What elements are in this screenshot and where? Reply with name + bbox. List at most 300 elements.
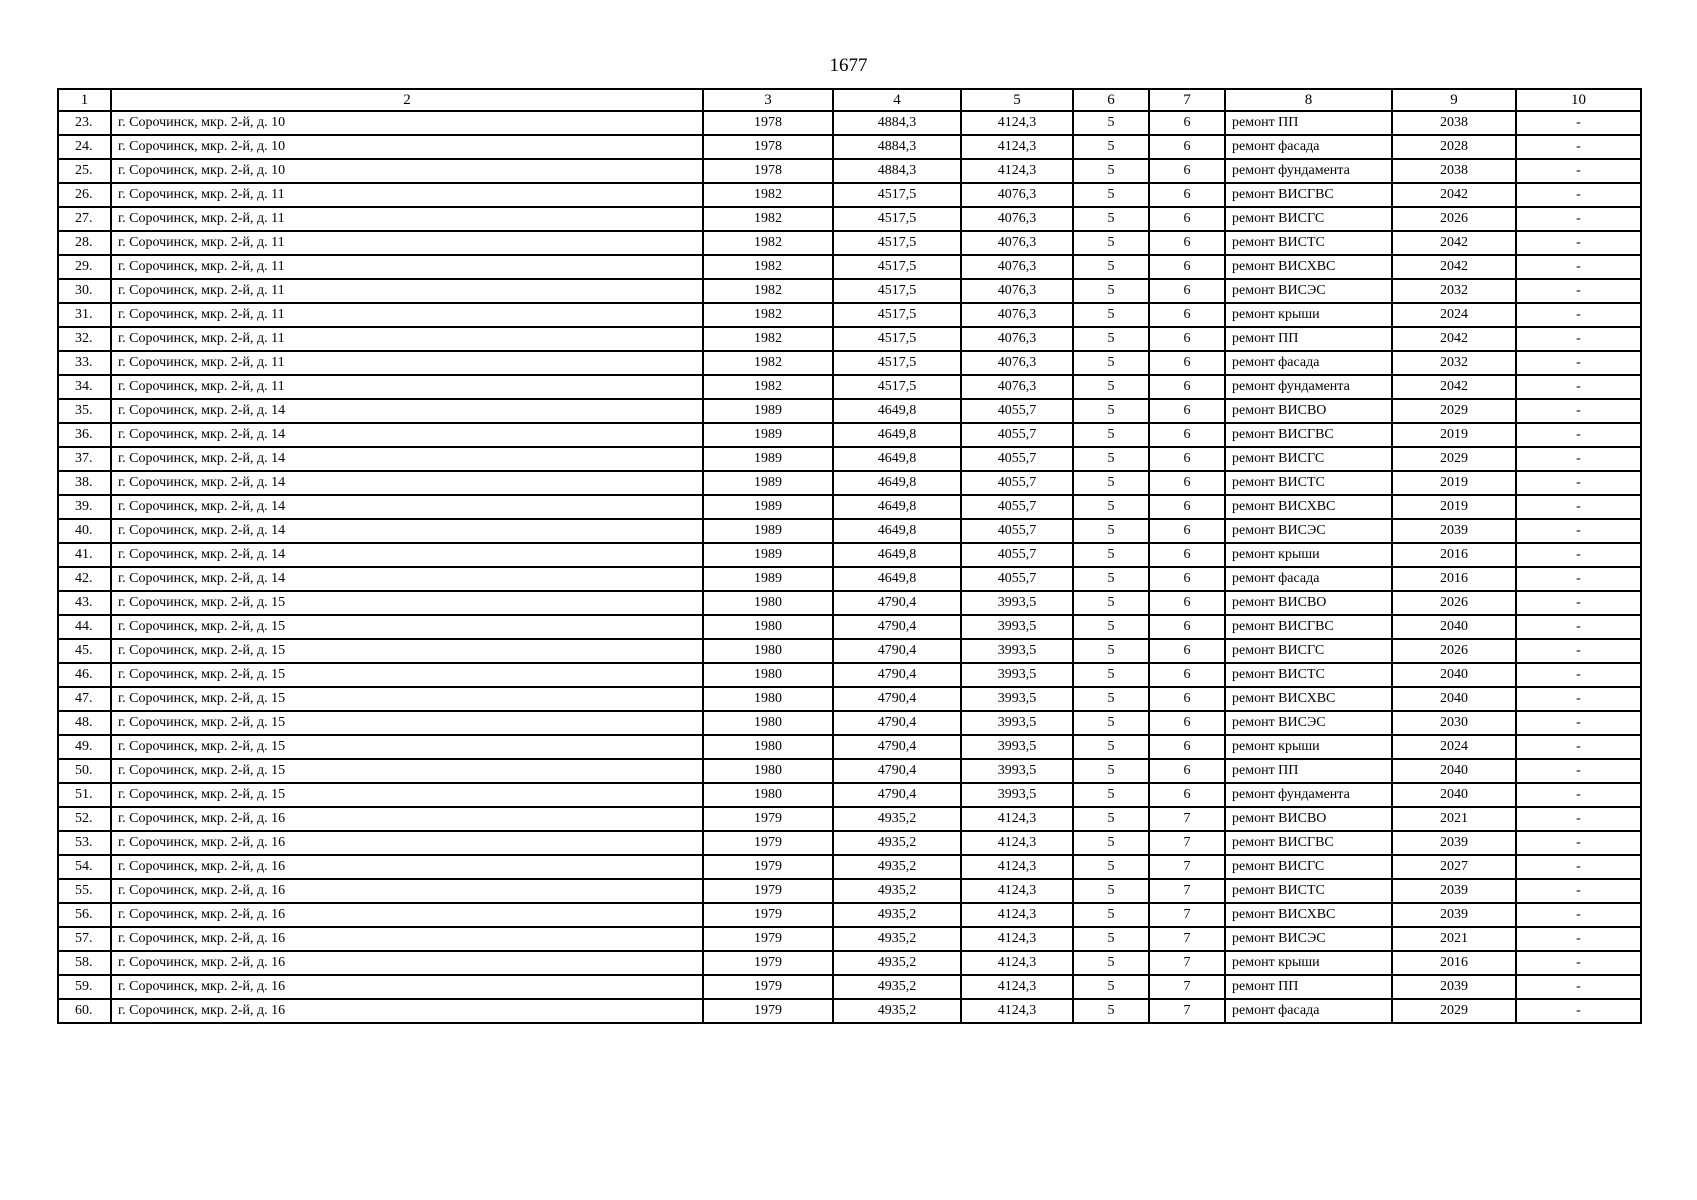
cell-row-number: 36. [58, 423, 111, 447]
cell-note: - [1516, 783, 1641, 807]
cell-address: г. Сорочинск, мкр. 2-й, д. 15 [111, 639, 703, 663]
cell-total-area: 4935,2 [833, 903, 961, 927]
table-row [58, 615, 1641, 639]
cell-note: - [1516, 591, 1641, 615]
cell-address: г. Сорочинск, мкр. 2-й, д. 15 [111, 783, 703, 807]
cell-planned-year: 2042 [1392, 327, 1516, 351]
cell-floors: 5 [1073, 399, 1149, 423]
cell-note: - [1516, 807, 1641, 831]
table-row [58, 927, 1641, 951]
cell-work-type: ремонт ВИСХВС [1225, 495, 1392, 519]
cell-planned-year: 2021 [1392, 807, 1516, 831]
cell-living-area: 4055,7 [961, 495, 1073, 519]
cell-row-number: 26. [58, 183, 111, 207]
cell-address: г. Сорочинск, мкр. 2-й, д. 14 [111, 495, 703, 519]
cell-total-area: 4790,4 [833, 687, 961, 711]
cell-work-type: ремонт фасада [1225, 999, 1392, 1023]
cell-entrances: 6 [1149, 711, 1225, 735]
cell-total-area: 4790,4 [833, 783, 961, 807]
table-row [58, 279, 1641, 303]
cell-living-area: 4055,7 [961, 471, 1073, 495]
cell-living-area: 3993,5 [961, 783, 1073, 807]
cell-note: - [1516, 231, 1641, 255]
cell-note: - [1516, 327, 1641, 351]
cell-entrances: 6 [1149, 687, 1225, 711]
cell-note: - [1516, 567, 1641, 591]
cell-floors: 5 [1073, 735, 1149, 759]
cell-floors: 5 [1073, 807, 1149, 831]
cell-row-number: 37. [58, 447, 111, 471]
cell-address: г. Сорочинск, мкр. 2-й, д. 14 [111, 543, 703, 567]
cell-entrances: 6 [1149, 735, 1225, 759]
cell-note: - [1516, 855, 1641, 879]
cell-floors: 5 [1073, 903, 1149, 927]
cell-note: - [1516, 615, 1641, 639]
cell-year-built: 1979 [703, 855, 833, 879]
cell-note: - [1516, 951, 1641, 975]
cell-living-area: 4055,7 [961, 543, 1073, 567]
cell-planned-year: 2029 [1392, 999, 1516, 1023]
cell-address: г. Сорочинск, мкр. 2-й, д. 16 [111, 879, 703, 903]
cell-floors: 5 [1073, 471, 1149, 495]
cell-address: г. Сорочинск, мкр. 2-й, д. 16 [111, 831, 703, 855]
cell-planned-year: 2038 [1392, 111, 1516, 135]
cell-planned-year: 2040 [1392, 687, 1516, 711]
cell-row-number: 28. [58, 231, 111, 255]
table-row [58, 831, 1641, 855]
cell-year-built: 1989 [703, 567, 833, 591]
cell-total-area: 4884,3 [833, 135, 961, 159]
cell-floors: 5 [1073, 879, 1149, 903]
cell-entrances: 6 [1149, 111, 1225, 135]
cell-floors: 5 [1073, 975, 1149, 999]
cell-note: - [1516, 399, 1641, 423]
cell-living-area: 4124,3 [961, 951, 1073, 975]
cell-work-type: ремонт крыши [1225, 735, 1392, 759]
cell-address: г. Сорочинск, мкр. 2-й, д. 14 [111, 423, 703, 447]
cell-year-built: 1980 [703, 783, 833, 807]
cell-floors: 5 [1073, 759, 1149, 783]
cell-planned-year: 2039 [1392, 903, 1516, 927]
cell-entrances: 6 [1149, 351, 1225, 375]
cell-living-area: 4124,3 [961, 807, 1073, 831]
cell-address: г. Сорочинск, мкр. 2-й, д. 10 [111, 111, 703, 135]
cell-planned-year: 2042 [1392, 183, 1516, 207]
table-row [58, 303, 1641, 327]
cell-work-type: ремонт ВИСГВС [1225, 183, 1392, 207]
cell-note: - [1516, 831, 1641, 855]
cell-floors: 5 [1073, 591, 1149, 615]
table-row [58, 543, 1641, 567]
cell-living-area: 4055,7 [961, 423, 1073, 447]
cell-year-built: 1978 [703, 135, 833, 159]
cell-note: - [1516, 207, 1641, 231]
column-header-2: 2 [111, 89, 703, 111]
table-row [58, 591, 1641, 615]
cell-address: г. Сорочинск, мкр. 2-й, д. 11 [111, 183, 703, 207]
cell-address: г. Сорочинск, мкр. 2-й, д. 14 [111, 447, 703, 471]
cell-work-type: ремонт крыши [1225, 543, 1392, 567]
cell-work-type: ремонт крыши [1225, 303, 1392, 327]
cell-note: - [1516, 903, 1641, 927]
cell-address: г. Сорочинск, мкр. 2-й, д. 11 [111, 207, 703, 231]
cell-planned-year: 2039 [1392, 519, 1516, 543]
cell-work-type: ремонт ВИСХВС [1225, 255, 1392, 279]
table-row [58, 951, 1641, 975]
cell-row-number: 43. [58, 591, 111, 615]
cell-living-area: 3993,5 [961, 687, 1073, 711]
cell-year-built: 1989 [703, 471, 833, 495]
table-row [58, 255, 1641, 279]
cell-year-built: 1982 [703, 183, 833, 207]
cell-address: г. Сорочинск, мкр. 2-й, д. 16 [111, 807, 703, 831]
cell-address: г. Сорочинск, мкр. 2-й, д. 15 [111, 759, 703, 783]
cell-living-area: 4124,3 [961, 975, 1073, 999]
cell-work-type: ремонт ВИСГС [1225, 447, 1392, 471]
cell-entrances: 6 [1149, 663, 1225, 687]
cell-total-area: 4790,4 [833, 591, 961, 615]
cell-planned-year: 2032 [1392, 279, 1516, 303]
table-row [58, 207, 1641, 231]
cell-work-type: ремонт ВИСТС [1225, 663, 1392, 687]
cell-floors: 5 [1073, 999, 1149, 1023]
cell-living-area: 4124,3 [961, 159, 1073, 183]
cell-entrances: 6 [1149, 375, 1225, 399]
cell-entrances: 6 [1149, 303, 1225, 327]
cell-entrances: 6 [1149, 567, 1225, 591]
cell-total-area: 4790,4 [833, 735, 961, 759]
cell-total-area: 4790,4 [833, 639, 961, 663]
table-row [58, 159, 1641, 183]
table-row [58, 879, 1641, 903]
cell-total-area: 4649,8 [833, 543, 961, 567]
header-row [58, 89, 1641, 111]
cell-floors: 5 [1073, 327, 1149, 351]
cell-row-number: 57. [58, 927, 111, 951]
cell-living-area: 4055,7 [961, 447, 1073, 471]
cell-total-area: 4517,5 [833, 375, 961, 399]
cell-work-type: ремонт ВИСГС [1225, 639, 1392, 663]
cell-work-type: ремонт фундамента [1225, 375, 1392, 399]
cell-note: - [1516, 687, 1641, 711]
cell-floors: 5 [1073, 303, 1149, 327]
cell-row-number: 25. [58, 159, 111, 183]
cell-address: г. Сорочинск, мкр. 2-й, д. 10 [111, 135, 703, 159]
cell-living-area: 3993,5 [961, 663, 1073, 687]
cell-year-built: 1982 [703, 231, 833, 255]
cell-total-area: 4790,4 [833, 711, 961, 735]
cell-work-type: ремонт ВИСТС [1225, 471, 1392, 495]
cell-planned-year: 2039 [1392, 879, 1516, 903]
table-row [58, 663, 1641, 687]
cell-row-number: 40. [58, 519, 111, 543]
cell-floors: 5 [1073, 639, 1149, 663]
column-header-5: 5 [961, 89, 1073, 111]
cell-planned-year: 2016 [1392, 951, 1516, 975]
cell-living-area: 4055,7 [961, 567, 1073, 591]
cell-work-type: ремонт ВИСВО [1225, 807, 1392, 831]
cell-address: г. Сорочинск, мкр. 2-й, д. 16 [111, 855, 703, 879]
cell-total-area: 4517,5 [833, 351, 961, 375]
cell-row-number: 47. [58, 687, 111, 711]
cell-row-number: 23. [58, 111, 111, 135]
cell-floors: 5 [1073, 927, 1149, 951]
cell-entrances: 6 [1149, 495, 1225, 519]
cell-address: г. Сорочинск, мкр. 2-й, д. 14 [111, 471, 703, 495]
cell-year-built: 1982 [703, 375, 833, 399]
cell-living-area: 4076,3 [961, 231, 1073, 255]
cell-total-area: 4935,2 [833, 855, 961, 879]
cell-work-type: ремонт ПП [1225, 759, 1392, 783]
table-row [58, 759, 1641, 783]
cell-total-area: 4790,4 [833, 615, 961, 639]
cell-address: г. Сорочинск, мкр. 2-й, д. 16 [111, 999, 703, 1023]
column-header-10: 10 [1516, 89, 1641, 111]
cell-year-built: 1980 [703, 711, 833, 735]
cell-row-number: 48. [58, 711, 111, 735]
table-row [58, 903, 1641, 927]
cell-entrances: 6 [1149, 231, 1225, 255]
cell-entrances: 6 [1149, 327, 1225, 351]
cell-row-number: 42. [58, 567, 111, 591]
table-row [58, 807, 1641, 831]
cell-row-number: 31. [58, 303, 111, 327]
cell-note: - [1516, 111, 1641, 135]
cell-note: - [1516, 495, 1641, 519]
cell-entrances: 6 [1149, 255, 1225, 279]
cell-work-type: ремонт ВИСТС [1225, 879, 1392, 903]
cell-note: - [1516, 375, 1641, 399]
cell-work-type: ремонт ВИСЭС [1225, 519, 1392, 543]
cell-living-area: 3993,5 [961, 591, 1073, 615]
cell-entrances: 6 [1149, 519, 1225, 543]
cell-work-type: ремонт ВИСЭС [1225, 711, 1392, 735]
cell-planned-year: 2028 [1392, 135, 1516, 159]
cell-planned-year: 2029 [1392, 447, 1516, 471]
cell-row-number: 60. [58, 999, 111, 1023]
cell-address: г. Сорочинск, мкр. 2-й, д. 16 [111, 903, 703, 927]
cell-living-area: 3993,5 [961, 735, 1073, 759]
cell-total-area: 4649,8 [833, 471, 961, 495]
cell-entrances: 7 [1149, 831, 1225, 855]
cell-total-area: 4649,8 [833, 399, 961, 423]
cell-address: г. Сорочинск, мкр. 2-й, д. 14 [111, 519, 703, 543]
cell-work-type: ремонт ВИСВО [1225, 399, 1392, 423]
cell-year-built: 1979 [703, 879, 833, 903]
cell-entrances: 7 [1149, 879, 1225, 903]
cell-total-area: 4884,3 [833, 159, 961, 183]
cell-address: г. Сорочинск, мкр. 2-й, д. 15 [111, 735, 703, 759]
cell-address: г. Сорочинск, мкр. 2-й, д. 16 [111, 951, 703, 975]
table-row [58, 735, 1641, 759]
cell-total-area: 4649,8 [833, 447, 961, 471]
cell-entrances: 6 [1149, 207, 1225, 231]
cell-living-area: 4124,3 [961, 903, 1073, 927]
cell-entrances: 6 [1149, 471, 1225, 495]
cell-living-area: 4124,3 [961, 135, 1073, 159]
cell-planned-year: 2026 [1392, 207, 1516, 231]
cell-entrances: 6 [1149, 399, 1225, 423]
cell-row-number: 45. [58, 639, 111, 663]
cell-address: г. Сорочинск, мкр. 2-й, д. 11 [111, 279, 703, 303]
cell-work-type: ремонт ВИСТС [1225, 231, 1392, 255]
cell-year-built: 1978 [703, 111, 833, 135]
cell-floors: 5 [1073, 687, 1149, 711]
cell-note: - [1516, 447, 1641, 471]
cell-living-area: 4076,3 [961, 207, 1073, 231]
cell-year-built: 1980 [703, 591, 833, 615]
cell-floors: 5 [1073, 855, 1149, 879]
column-header-7: 7 [1149, 89, 1225, 111]
cell-total-area: 4649,8 [833, 519, 961, 543]
cell-living-area: 4124,3 [961, 855, 1073, 879]
table-row [58, 975, 1641, 999]
cell-floors: 5 [1073, 111, 1149, 135]
cell-planned-year: 2026 [1392, 639, 1516, 663]
column-header-1: 1 [58, 89, 111, 111]
cell-planned-year: 2016 [1392, 567, 1516, 591]
cell-planned-year: 2042 [1392, 255, 1516, 279]
cell-year-built: 1980 [703, 639, 833, 663]
table-row [58, 375, 1641, 399]
cell-living-area: 4124,3 [961, 111, 1073, 135]
cell-work-type: ремонт ПП [1225, 111, 1392, 135]
cell-year-built: 1980 [703, 687, 833, 711]
cell-row-number: 52. [58, 807, 111, 831]
cell-floors: 5 [1073, 711, 1149, 735]
cell-total-area: 4884,3 [833, 111, 961, 135]
cell-living-area: 4124,3 [961, 879, 1073, 903]
cell-year-built: 1978 [703, 159, 833, 183]
cell-planned-year: 2026 [1392, 591, 1516, 615]
cell-entrances: 7 [1149, 951, 1225, 975]
table-row [58, 999, 1641, 1023]
cell-address: г. Сорочинск, мкр. 2-й, д. 15 [111, 663, 703, 687]
cell-living-area: 3993,5 [961, 615, 1073, 639]
cell-year-built: 1980 [703, 759, 833, 783]
table-row [58, 495, 1641, 519]
cell-address: г. Сорочинск, мкр. 2-й, д. 15 [111, 687, 703, 711]
cell-note: - [1516, 639, 1641, 663]
cell-note: - [1516, 303, 1641, 327]
cell-note: - [1516, 975, 1641, 999]
cell-row-number: 39. [58, 495, 111, 519]
cell-work-type: ремонт фундамента [1225, 159, 1392, 183]
table-body [58, 111, 1641, 1023]
cell-year-built: 1982 [703, 207, 833, 231]
cell-planned-year: 2032 [1392, 351, 1516, 375]
cell-living-area: 4124,3 [961, 831, 1073, 855]
cell-planned-year: 2040 [1392, 663, 1516, 687]
cell-address: г. Сорочинск, мкр. 2-й, д. 15 [111, 591, 703, 615]
cell-address: г. Сорочинск, мкр. 2-й, д. 11 [111, 255, 703, 279]
column-header-9: 9 [1392, 89, 1516, 111]
cell-total-area: 4517,5 [833, 279, 961, 303]
cell-entrances: 6 [1149, 639, 1225, 663]
cell-address: г. Сорочинск, мкр. 2-й, д. 15 [111, 711, 703, 735]
cell-floors: 5 [1073, 663, 1149, 687]
cell-year-built: 1979 [703, 927, 833, 951]
cell-living-area: 4076,3 [961, 183, 1073, 207]
cell-floors: 5 [1073, 783, 1149, 807]
cell-entrances: 7 [1149, 999, 1225, 1023]
cell-living-area: 4076,3 [961, 327, 1073, 351]
cell-year-built: 1989 [703, 495, 833, 519]
cell-address: г. Сорочинск, мкр. 2-й, д. 15 [111, 615, 703, 639]
cell-note: - [1516, 255, 1641, 279]
cell-living-area: 4124,3 [961, 927, 1073, 951]
cell-year-built: 1980 [703, 735, 833, 759]
cell-year-built: 1979 [703, 999, 833, 1023]
cell-address: г. Сорочинск, мкр. 2-й, д. 14 [111, 399, 703, 423]
cell-floors: 5 [1073, 567, 1149, 591]
table-row [58, 711, 1641, 735]
cell-floors: 5 [1073, 543, 1149, 567]
cell-planned-year: 2040 [1392, 783, 1516, 807]
cell-floors: 5 [1073, 423, 1149, 447]
cell-row-number: 29. [58, 255, 111, 279]
cell-address: г. Сорочинск, мкр. 2-й, д. 16 [111, 975, 703, 999]
cell-total-area: 4517,5 [833, 207, 961, 231]
cell-living-area: 4124,3 [961, 999, 1073, 1023]
cell-note: - [1516, 279, 1641, 303]
cell-floors: 5 [1073, 447, 1149, 471]
cell-note: - [1516, 183, 1641, 207]
cell-note: - [1516, 735, 1641, 759]
table-row [58, 183, 1641, 207]
cell-entrances: 6 [1149, 183, 1225, 207]
cell-row-number: 58. [58, 951, 111, 975]
cell-total-area: 4935,2 [833, 927, 961, 951]
cell-living-area: 4076,3 [961, 255, 1073, 279]
cell-note: - [1516, 135, 1641, 159]
cell-work-type: ремонт фасада [1225, 351, 1392, 375]
table-row [58, 399, 1641, 423]
cell-floors: 5 [1073, 159, 1149, 183]
table-row [58, 351, 1641, 375]
table-row [58, 639, 1641, 663]
cell-floors: 5 [1073, 207, 1149, 231]
table-row [58, 783, 1641, 807]
cell-year-built: 1979 [703, 807, 833, 831]
cell-row-number: 50. [58, 759, 111, 783]
cell-address: г. Сорочинск, мкр. 2-й, д. 11 [111, 303, 703, 327]
cell-planned-year: 2039 [1392, 831, 1516, 855]
cell-work-type: ремонт ВИСЭС [1225, 279, 1392, 303]
cell-note: - [1516, 471, 1641, 495]
column-header-6: 6 [1073, 89, 1149, 111]
cell-address: г. Сорочинск, мкр. 2-й, д. 10 [111, 159, 703, 183]
cell-work-type: ремонт фасада [1225, 567, 1392, 591]
cell-total-area: 4517,5 [833, 255, 961, 279]
cell-year-built: 1980 [703, 663, 833, 687]
cell-address: г. Сорочинск, мкр. 2-й, д. 11 [111, 351, 703, 375]
cell-year-built: 1982 [703, 351, 833, 375]
cell-planned-year: 2024 [1392, 735, 1516, 759]
cell-planned-year: 2042 [1392, 375, 1516, 399]
table-row [58, 519, 1641, 543]
cell-living-area: 4076,3 [961, 351, 1073, 375]
cell-note: - [1516, 351, 1641, 375]
cell-year-built: 1989 [703, 423, 833, 447]
cell-row-number: 44. [58, 615, 111, 639]
cell-row-number: 33. [58, 351, 111, 375]
table-row [58, 855, 1641, 879]
cell-total-area: 4790,4 [833, 663, 961, 687]
cell-work-type: ремонт ВИСВО [1225, 591, 1392, 615]
cell-year-built: 1989 [703, 447, 833, 471]
cell-work-type: ремонт ВИСГВС [1225, 423, 1392, 447]
